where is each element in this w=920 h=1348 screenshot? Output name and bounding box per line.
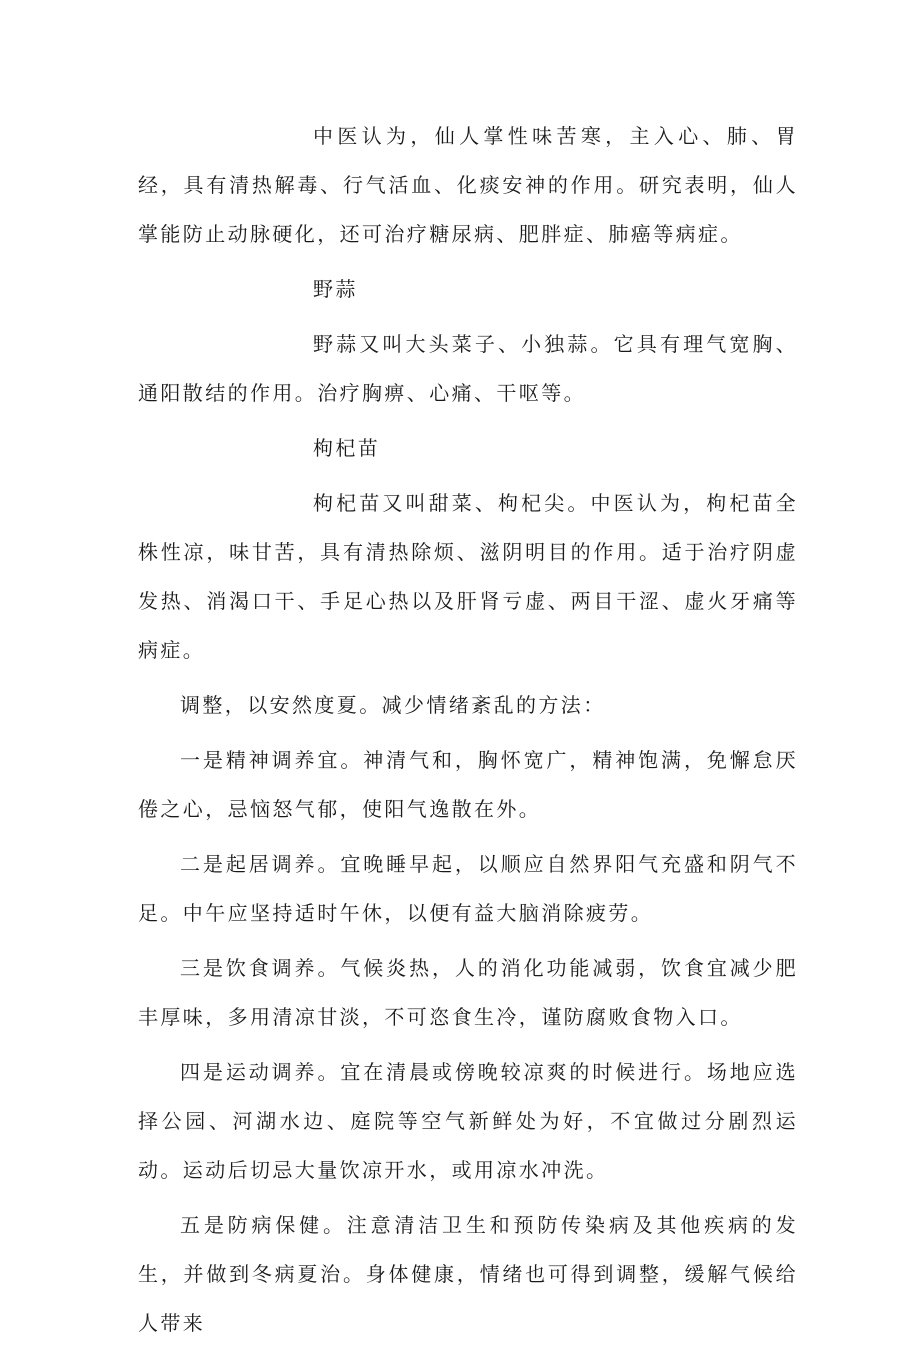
paragraph-method-3: 三是饮食调养。气候炎热，人的消化功能减弱，饮食宜减少肥丰厚味，多用清凉甘淡，不可恣食生冷，谨防腐败食物入口。 (138, 956, 798, 1029)
paragraph-method-2: 二是起居调养。宜晚睡早起，以顺应自然界阳气充盛和阴气不足。中午应坚持适时午休，以便有益大脑消除疲劳。 (138, 852, 798, 925)
paragraph-wild-garlic: 野蒜又叫大头菜子、小独蒜。它具有理气宽胸、通阳散结的作用。治疗胸痹、心痛、干呕等。 (138, 332, 798, 405)
document-page (138, 112, 798, 1348)
paragraph-cactus: 中医认为，仙人掌性味苦寒，主入心、肺、胃经，具有清热解毒、行气活血、化痰安神的作用。研究表明，仙人掌能防止动脉硬化，还可治疗糖尿病、肥胖症、肺癌等病症。 (138, 124, 798, 246)
paragraph-method-5: 五是防病保健。注意清洁卫生和预防传染病及其他疾病的发生，并做到冬病夏治。身体健康，情绪也可得到调整，缓解气候给人带来 (138, 1213, 798, 1335)
paragraph-method-4: 四是运动调养。宜在清晨或傍晚较凉爽的时候进行。场地应选择公园、河湖水边、庭院等空气新鲜处为好，不宜做过分剧烈运动。运动后切忌大量饮凉开水，或用凉水冲洗。 (138, 1060, 798, 1182)
heading-wolfberry-sprout: 枸杞苗 (313, 436, 381, 460)
paragraph-intro: 调整，以安然度夏。减少情绪紊乱的方法： (180, 693, 606, 717)
heading-wild-garlic: 野蒜 (313, 277, 358, 301)
paragraph-method-1: 一是精神调养宜。神清气和，胸怀宽广，精神饱满，免懈怠厌倦之心，忌恼怒气郁，使阳气逸散在外。 (138, 748, 798, 821)
paragraph-wolfberry-sprout: 枸杞苗又叫甜菜、枸杞尖。中医认为，枸杞苗全株性凉，味甘苦，具有清热除烦、滋阴明目的作用。适于治疗阴虚发热、消渴口干、手足心热以及肝肾亏虚、两目干涩、虚火牙痛等病症。 (138, 491, 798, 662)
